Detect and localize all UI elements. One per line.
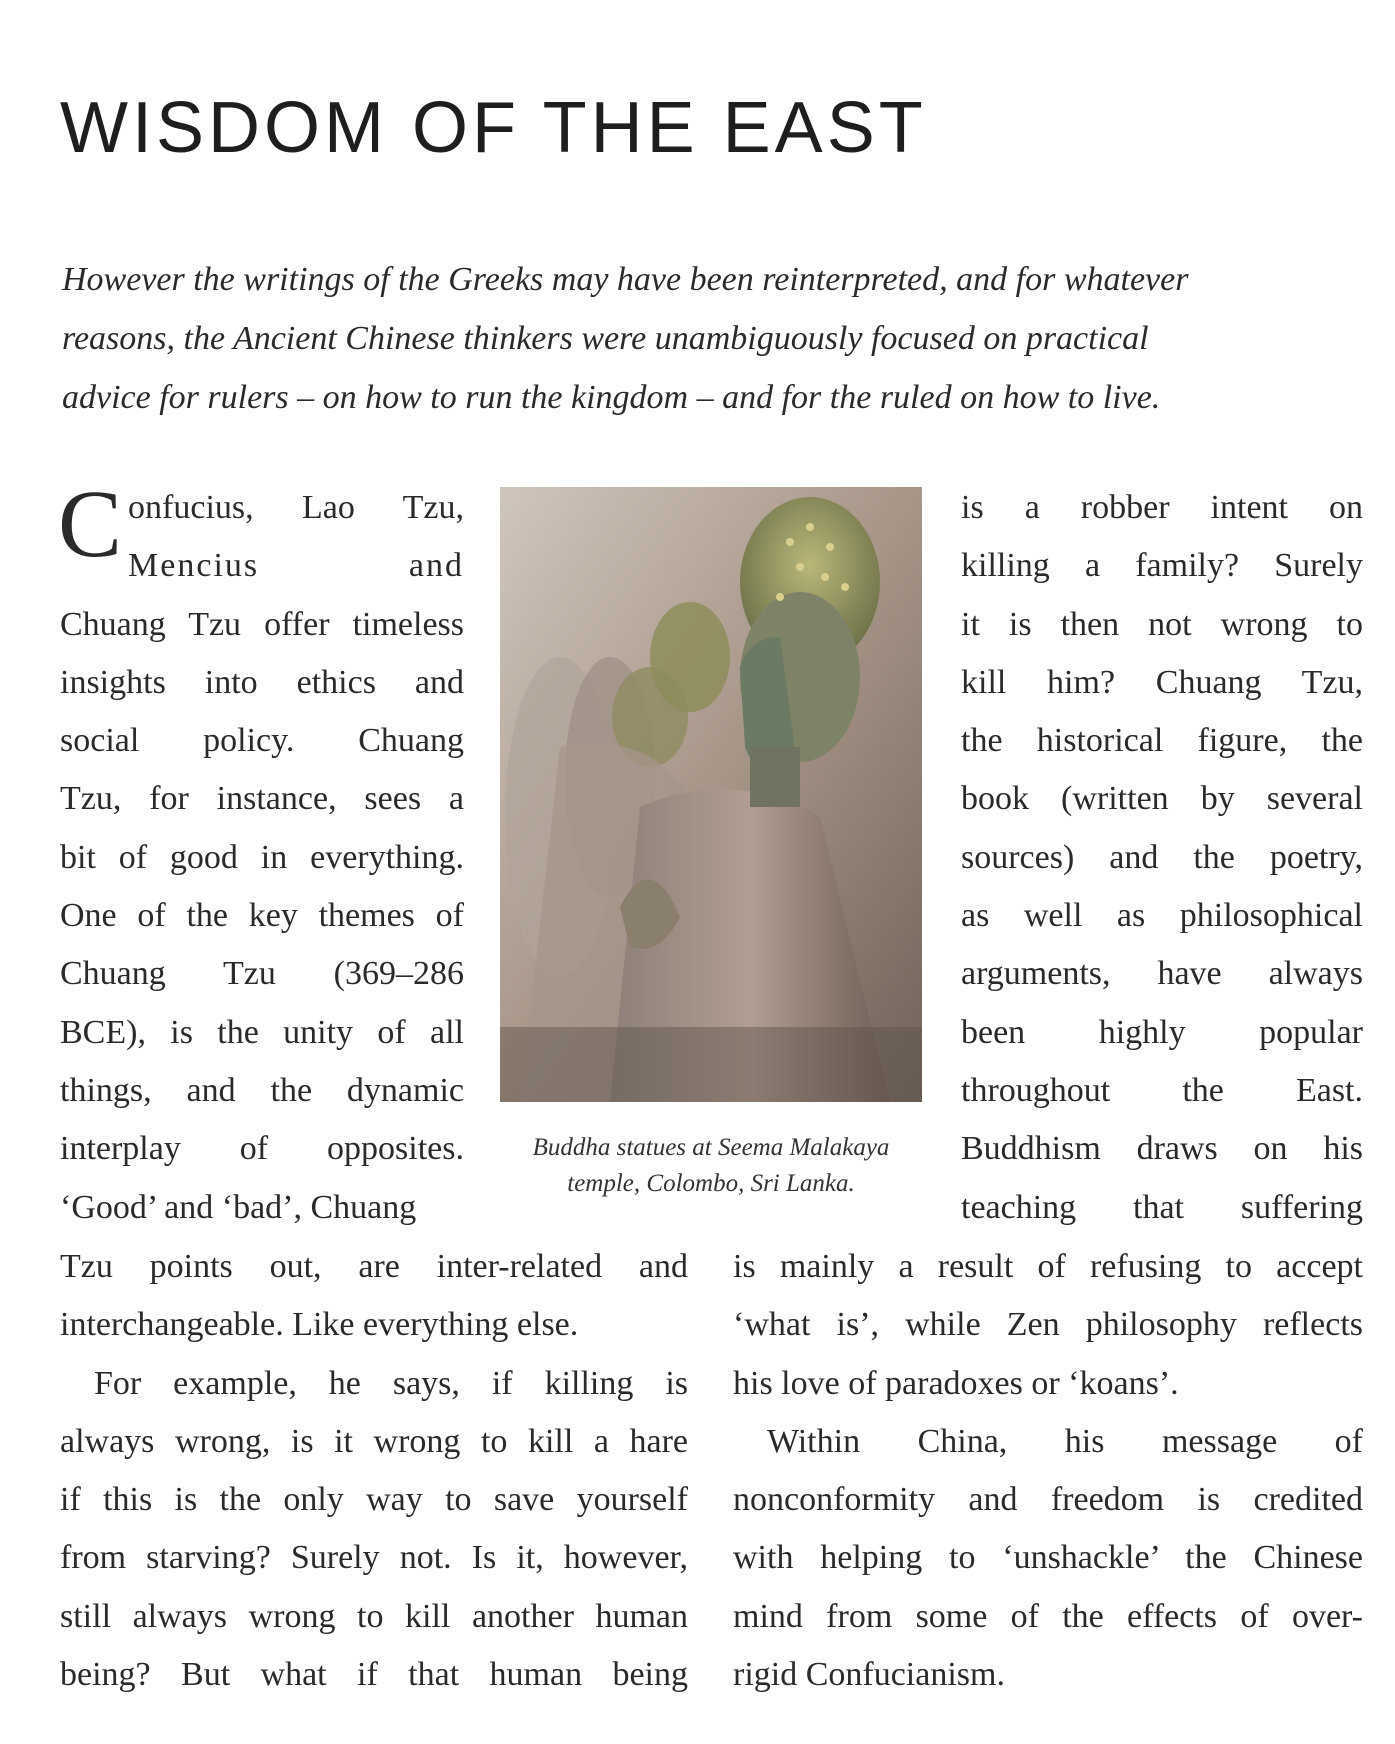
intro-line: However the writings of the Greeks may have been reinterpreted, and for whatever: [62, 261, 1189, 298]
body-column-right-top: [961, 479, 1363, 1237]
body-line: Chuang Tzu offer timeless: [60, 605, 464, 643]
intro-line: reasons, the Ancient Chinese thinkers were unambiguously focused on practical: [62, 320, 1149, 357]
caption-line: temple, Colombo, Sri Lanka.: [567, 1170, 855, 1197]
body-column-right-bottom: [733, 1238, 1363, 1704]
body-line: from starving? Surely not. Is it, however,: [60, 1539, 688, 1577]
body-line: as well as philosophical: [961, 897, 1363, 935]
body-line: Buddhism draws on his: [961, 1130, 1363, 1168]
body-line: For example, he says, if killing is: [94, 1364, 688, 1402]
body-line: things, and the dynamic: [60, 1071, 464, 1109]
body-line: Tzu points out, are inter-related and: [60, 1248, 688, 1285]
drop-cap: C: [58, 470, 123, 577]
body-line: bit of good in everything.: [60, 838, 464, 876]
buddha-statues-photo: [500, 487, 922, 1102]
body-line: book (written by several: [961, 780, 1363, 818]
body-line: sources) and the poetry,: [961, 838, 1363, 876]
body-line: social policy. Chuang: [60, 722, 464, 760]
body-line: mind from some of the effects of over-: [733, 1597, 1363, 1635]
body-line: nonconformity and freedom is credited: [733, 1481, 1363, 1519]
caption-line: Buddha statues at Seema Malakaya: [532, 1134, 890, 1161]
body-line: Within China, his message of: [767, 1422, 1363, 1460]
body-line: Tzu, for instance, sees a: [60, 780, 464, 818]
body-line: ‘what is’, while Zen philosophy reflects: [733, 1306, 1363, 1344]
body-line: his love of paradoxes or ‘koans’.: [733, 1364, 1179, 1402]
body-line: One of the key themes of: [60, 897, 464, 935]
body-line: still always wrong to kill another human: [60, 1597, 688, 1635]
body-line: it is then not wrong to: [961, 605, 1363, 643]
body-line: insights into ethics and: [60, 663, 464, 701]
body-line: kill him? Chuang Tzu,: [961, 663, 1363, 701]
body-line: always wrong, is it wrong to kill a hare: [60, 1422, 688, 1460]
body-line: BCE), is the unity of all: [60, 1013, 464, 1051]
body-line: Mencius and: [128, 547, 464, 585]
body-line: rigid Confucianism.: [733, 1656, 1005, 1694]
body-line: onfucius, Lao Tzu,: [128, 489, 464, 526]
intro-line: advice for rulers – on how to run the kingdom – and for the ruled on how to live.: [62, 379, 1161, 416]
page-title: WISDOM OF THE EAST: [60, 88, 927, 168]
body-line: been highly popular: [961, 1013, 1363, 1051]
body-line: throughout the East.: [961, 1071, 1363, 1109]
body-line: with helping to ‘unshackle’ the Chinese: [733, 1539, 1363, 1577]
body-line: Chuang Tzu (369–286: [60, 955, 464, 993]
body-line: the historical figure, the: [961, 722, 1363, 760]
body-line: killing a family? Surely: [961, 547, 1363, 585]
body-line: is mainly a result of refusing to accept: [733, 1248, 1363, 1285]
body-line: arguments, have always: [961, 955, 1363, 993]
body-line: ‘Good’ and ‘bad’, Chuang: [60, 1188, 417, 1226]
body-line: being? But what if that human being: [60, 1656, 688, 1694]
intro-standfirst: [62, 250, 1382, 427]
body-line: interchangeable. Like everything else.: [60, 1306, 579, 1344]
body-column-left-bottom: [60, 1238, 688, 1704]
body-line: interplay of opposites.: [60, 1130, 464, 1168]
body-line: if this is the only way to save yourself: [60, 1481, 688, 1519]
body-column-left-top: [58, 470, 464, 1237]
photo-caption: [492, 1130, 930, 1202]
body-line: is a robber intent on: [961, 489, 1363, 526]
body-line: teaching that suffering: [961, 1188, 1363, 1226]
